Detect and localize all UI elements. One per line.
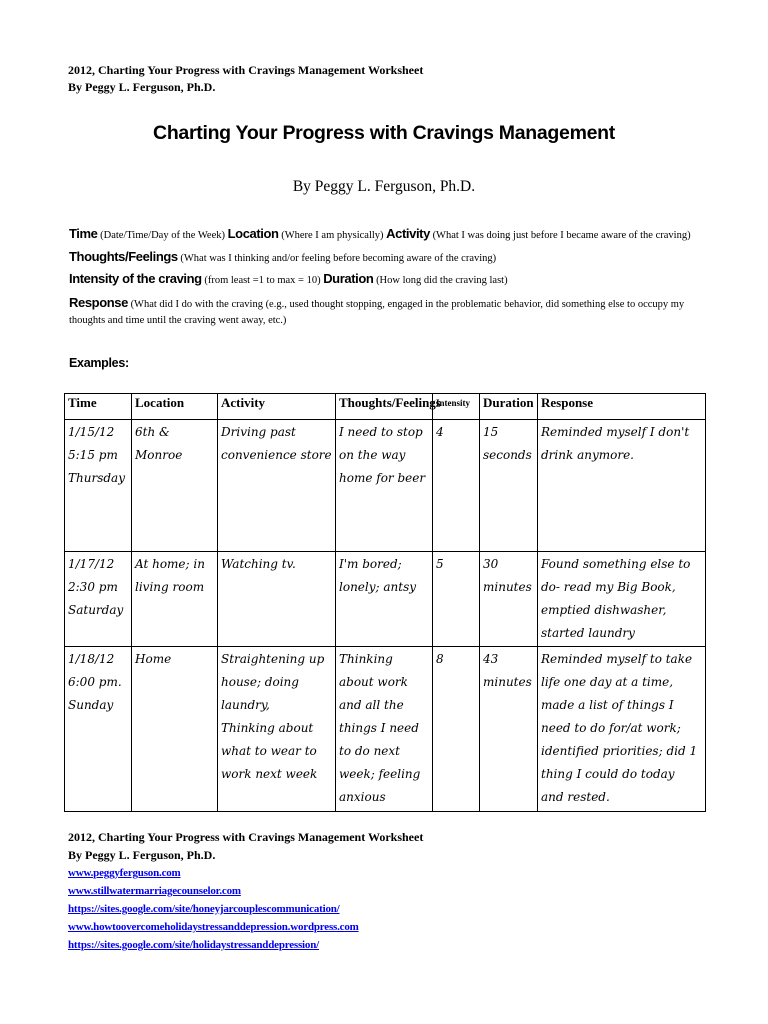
col-header-activity: Activity [218,394,336,420]
legend-thoughts-label: Thoughts/Feelings [69,249,178,264]
footer-line-1: 2012, Charting Your Progress with Cravings Management Worksheet [68,830,424,844]
legend-response-label: Response [69,295,128,310]
footer-link-honeyjar[interactable]: https://sites.google.com/site/honeyjarcouplescommunication/ [68,903,340,915]
cell-activity: Driving past convenience store [218,420,336,552]
examples-label: Examples: [69,356,129,370]
legend-response-desc: (What did I do with the craving (e.g., used thought stopping, engaged in the problematic behavior, did something else to occupy my thoughts and time until the craving went away, etc.) [69,299,685,326]
legend-thoughts-desc: (What was I thinking and/or feeling before becoming aware of the craving) [180,253,497,264]
legend-line-4 [69,295,709,329]
legend-line-2 [69,249,709,267]
cell-time: 1/18/12 6:00 pm. Sunday [65,647,132,812]
document-subtitle: By Peggy L. Ferguson, Ph.D. [292,178,476,195]
legend-activity-desc: (What I was doing just before I became aware of the craving) [432,230,691,241]
cell-activity: Watching tv. [218,551,336,646]
cell-intensity: 5 [433,551,480,646]
cell-location: At home; in living room [132,551,218,646]
cell-time: 1/17/12 2:30 pm Saturday [65,551,132,646]
cell-location: 6th & Monroe [132,420,218,552]
table-row [65,551,706,646]
cell-response: Found something else to do- read my Big Book, emptied dishwasher, started laundry [538,551,706,646]
table-row [65,647,706,812]
col-header-thoughts: Thoughts/Feelings [336,394,433,420]
cell-location: Home [132,647,218,812]
cell-time: 1/15/12 5:15 pm Thursday [65,420,132,552]
legend-time-desc: (Date/Time/Day of the Week) [100,230,225,241]
footer-link-peggyferguson[interactable]: www.peggyferguson.com [68,867,181,879]
col-header-location: Location [132,394,218,420]
cell-duration: 30 minutes [480,551,538,646]
cell-response: Reminded myself to take life one day at a time, made a list of things I need to do for/at work; identified priorities; did 1 thing I could do today and rested. [538,647,706,812]
legend-intensity-label: Intensity of the craving [69,271,202,286]
legend-line-3 [69,271,709,289]
table-header-row [65,394,706,420]
cell-intensity: 8 [433,647,480,812]
footer-line-2: By Peggy L. Ferguson, Ph.D. [68,848,216,862]
document-title: Charting Your Progress with Cravings Management [153,122,615,144]
col-header-intensity: Intensity [433,394,480,420]
legend-location-label: Location [227,226,279,241]
legend-time-label: Time [69,226,98,241]
cell-thoughts: I'm bored; lonely; antsy [336,551,433,646]
header-line-2: By Peggy L. Ferguson, Ph.D. [68,80,216,94]
header-line-1: 2012, Charting Your Progress with Cravings Management Worksheet [68,63,424,77]
legend-location-desc: (Where I am physically) [281,230,384,241]
cell-duration: 15 seconds [480,420,538,552]
cell-intensity: 4 [433,420,480,552]
cell-duration: 43 minutes [480,647,538,812]
legend-activity-label: Activity [386,226,430,241]
col-header-duration: Duration [480,394,538,420]
cell-activity: Straightening up house; doing laundry, Thinking about what to wear to work next week [218,647,336,812]
footer-link-holiday-sites[interactable]: https://sites.google.com/site/holidaystressanddepression/ [68,939,319,951]
legend-duration-label: Duration [323,271,374,286]
cell-thoughts: I need to stop on the way home for beer [336,420,433,552]
legend-line-1 [69,226,709,244]
legend-duration-desc: (How long did the craving last) [376,275,508,286]
cell-response: Reminded myself I don't drink anymore. [538,420,706,552]
footer-link-stillwater[interactable]: www.stillwatermarriagecounselor.com [68,885,241,897]
footer-link-holiday-wordpress[interactable]: www.howtoovercomeholidaystressanddepression.wordpress.com [68,921,359,933]
col-header-response: Response [538,394,706,420]
page-header [68,62,423,96]
cravings-table [64,393,706,812]
page-footer [68,828,423,954]
table-row [65,420,706,552]
legend-intensity-desc: (from least =1 to max = 10) [204,275,321,286]
cell-thoughts: Thinking about work and all the things I need to do next week; feeling anxious [336,647,433,812]
col-header-time: Time [65,394,132,420]
